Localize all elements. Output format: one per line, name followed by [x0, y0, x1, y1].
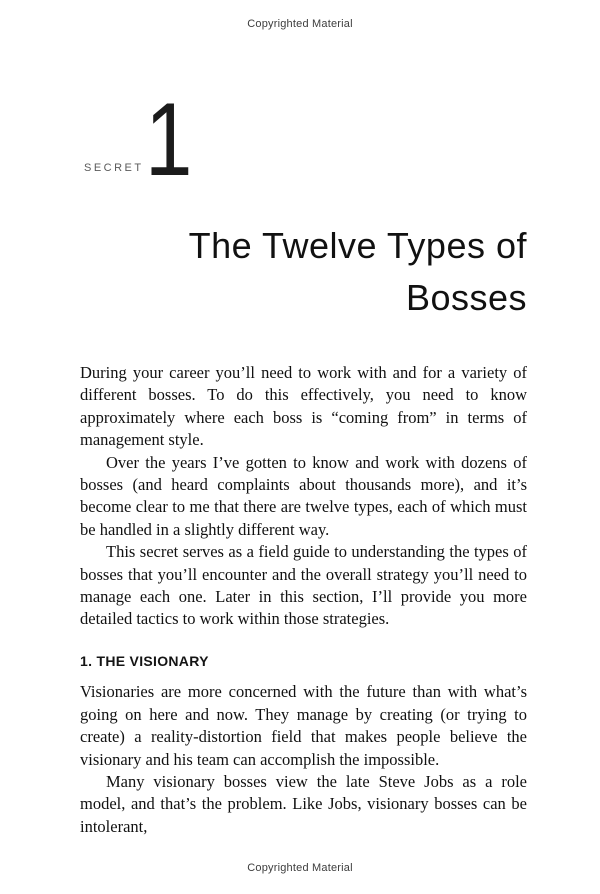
copyright-notice-bottom: Copyrighted Material	[247, 862, 353, 874]
body-paragraph: This secret serves as a field guide to understanding the types of bosses that you’ll encounter and the overall strategy you’ll need to manage each one. Later in this section, I’ll provide you more detailed tactics to work within those strategies.	[80, 542, 527, 629]
body-paragraph: Visionaries are more concerned with the future than with what’s going on here and now. They manage by creating (or trying to create) a reality-distortion field that makes people believe the visionary and his team can accomplish the impossible.	[80, 682, 527, 769]
body-paragraph: Over the years I’ve gotten to know and work with dozens of bosses (and heard complaints about thousands more), and it’s become clear to me that there are twelve types, each of which must be handled in a slightly different way.	[80, 452, 527, 539]
chapter-title	[189, 220, 527, 324]
body-paragraph: Many visionary bosses view the late Steve Jobs as a role model, and that’s the problem. Like Jobs, visionary bosses can be intolerant,	[80, 771, 527, 836]
secret-label: SECRET	[84, 161, 144, 174]
section-heading: 1. THE VISIONARY	[80, 652, 209, 669]
body-text	[80, 362, 527, 838]
chapter-number: 1	[144, 82, 193, 198]
chapter-title-line2: Bosses	[405, 277, 527, 318]
chapter-title-line1: The Twelve Types of	[188, 225, 527, 266]
copyright-notice-top: Copyrighted Material	[247, 18, 353, 30]
body-paragraph: During your career you’ll need to work with and for a variety of different bosses. To do this effectively, you need to know approximately where each boss is “coming from” in terms of management style.	[80, 363, 527, 450]
chapter-number-block	[84, 82, 202, 198]
